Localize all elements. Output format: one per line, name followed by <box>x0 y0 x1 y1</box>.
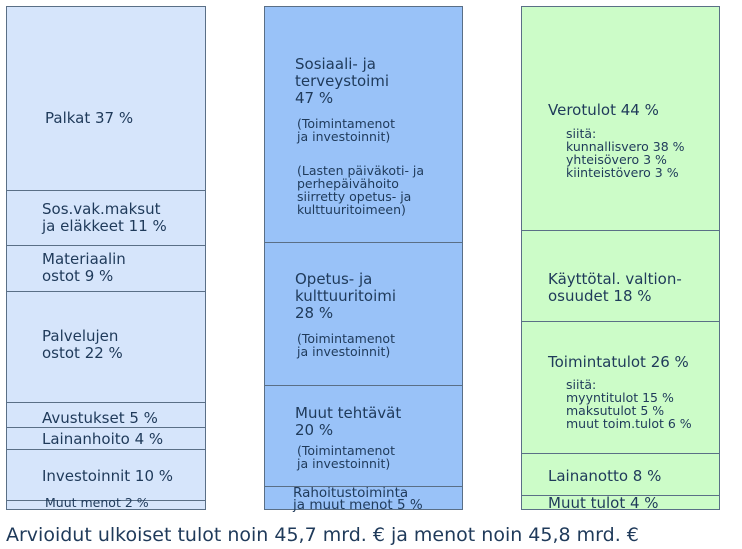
label-opetus-line3: 28 % <box>295 304 334 322</box>
block-opetus <box>265 242 462 385</box>
expenses-by-type-column <box>6 6 206 510</box>
label-verotulot: Verotulot 44 % <box>548 101 659 119</box>
label-siita-1: siitä: <box>566 126 597 141</box>
label-sote-note3: (Lasten päiväkoti- ja <box>297 163 425 178</box>
label-sote-line1: Sosiaali- ja <box>295 55 376 73</box>
label-sote-note1: (Toimintamenot <box>297 116 395 131</box>
block-materiaali <box>7 245 205 291</box>
label-muut-note1: (Toimintamenot <box>297 443 395 458</box>
label-sote-note4: perhepäivähoito <box>297 176 399 191</box>
label-opetus-note2: ja investoinnit) <box>297 344 391 359</box>
income-column <box>521 6 720 510</box>
label-myyntitulot: myyntitulot 15 % <box>566 390 674 405</box>
label-kaytto-line2: osuudet 18 % <box>548 287 652 305</box>
label-lainanhoito: Lainanhoito 4 % <box>42 430 164 448</box>
label-toimintatulot: Toimintatulot 26 % <box>548 353 689 371</box>
label-muut-line1: Muut tehtävät <box>295 404 402 422</box>
label-palkat: Palkat 37 % <box>45 109 134 127</box>
label-kaytto-line1: Käyttötal. valtion- <box>548 270 682 288</box>
label-sote-note6: kulttuuritoimeen) <box>297 202 406 217</box>
block-lainanotto <box>522 453 719 495</box>
label-sote-note2: ja investoinnit) <box>297 129 391 144</box>
label-muut-line2: 20 % <box>295 421 334 439</box>
label-opetus-line2: kulttuuritoimi <box>295 287 397 305</box>
label-palvelut-line2: ostot 22 % <box>42 344 123 362</box>
label-siita-2: siitä: <box>566 377 597 392</box>
label-sote-line3: 47 % <box>295 89 334 107</box>
block-kayttotalous <box>522 230 719 321</box>
label-muut-menot: Muut menot 2 % <box>45 495 149 510</box>
block-sote <box>265 7 462 242</box>
block-verotulot <box>522 7 719 230</box>
block-muut-menot <box>7 495 205 510</box>
block-palvelut <box>7 291 205 402</box>
label-sote-note5: siirretty opetus- ja <box>297 189 412 204</box>
label-sosvak-line1: Sos.vak.maksut <box>42 200 161 218</box>
label-investoinnit: Investoinnit 10 % <box>42 467 174 485</box>
label-palvelut-line1: Palvelujen <box>42 327 119 345</box>
label-avustukset: Avustukset 5 % <box>42 409 158 427</box>
label-muut-tulot: Muut tulot 4 % <box>548 494 659 512</box>
expenses-by-sector-column <box>264 6 463 513</box>
label-kiinteistovero: kiinteistövero 3 % <box>566 165 679 180</box>
block-avustukset <box>7 402 205 427</box>
block-palkat <box>7 7 205 190</box>
block-rahoitus <box>265 485 462 513</box>
label-muut-toimintatulot: muut toim.tulot 6 % <box>566 416 692 431</box>
label-rahoitus-line1: Rahoitustoiminta <box>293 485 409 501</box>
block-investoinnit <box>7 449 205 500</box>
label-opetus-line1: Opetus- ja <box>295 270 373 288</box>
label-sote-line2: terveystoimi <box>295 72 390 90</box>
block-sosvak <box>7 190 205 245</box>
block-muut-tulot <box>522 494 719 512</box>
label-materiaali-line2: ostot 9 % <box>42 267 114 285</box>
label-lainanotto: Lainanotto 8 % <box>548 467 662 485</box>
label-sosvak-line2: ja eläkkeet 11 % <box>42 217 167 235</box>
footer-caption: Arvioidut ulkoiset tulot noin 45,7 mrd. € ja menot noin 45,8 mrd. € <box>6 524 639 546</box>
label-muut-note2: ja investoinnit) <box>297 456 391 471</box>
label-opetus-note1: (Toimintamenot <box>297 331 395 346</box>
block-toimintatulot <box>522 321 719 453</box>
label-maksutulot: maksutulot 5 % <box>566 403 665 418</box>
label-materiaali-line1: Materiaalin <box>42 250 126 268</box>
block-lainanhoito <box>7 427 205 449</box>
block-muut-tehtavat <box>265 385 462 486</box>
label-kunnallisvero: kunnallisvero 38 % <box>566 139 685 154</box>
label-yhteisovero: yhteisövero 3 % <box>566 152 667 167</box>
label-rahoitus-line2: ja muut menot 5 % <box>293 497 423 513</box>
